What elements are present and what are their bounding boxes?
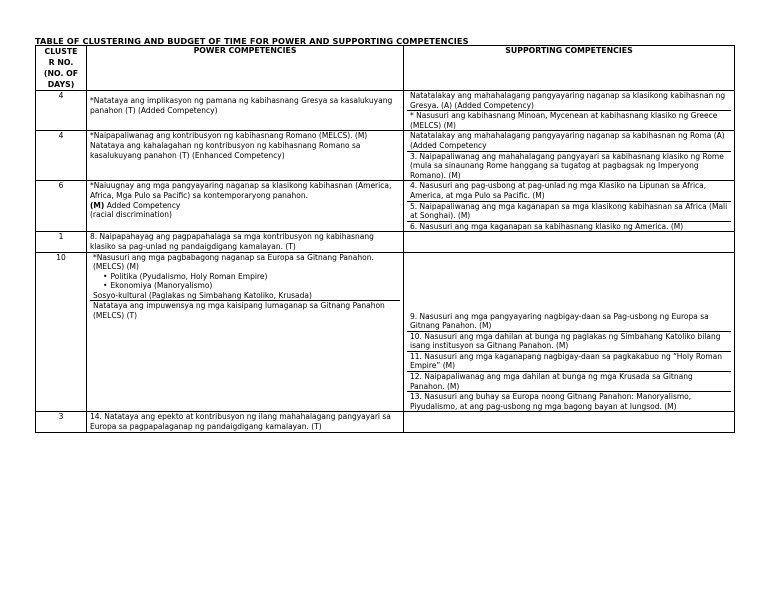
power-competency <box>87 131 404 181</box>
power-text: (racial discrimination) <box>90 210 172 220</box>
header-cluster-line: (NO. OF <box>43 69 79 78</box>
power-text: *Naipapaliwanag ang kontribusyon ng kabihasnang Romano (MELCS). (M) <box>90 131 368 141</box>
power-text: *Natataya ang implikasyon ng pamana ng kabihasnang Gresya sa kasalukuyang panahon (T) (Added Competency) <box>90 96 393 115</box>
table-row <box>36 131 735 181</box>
supporting-item: Natatalakay ang mahahalagang pangyayaring naganap sa klasikong kabihasnan ng Gresya. (A) (Added Competency) <box>410 91 726 110</box>
supporting-competency <box>404 412 735 432</box>
power-bullet-item: • Ekonomiya (Manoryalismo) <box>112 281 400 291</box>
supporting-item: 13. Nasusuri ang buhay sa Europa noong Gitnang Panahon: Manoryalismo, Piyudalismo, at ang pag-usbong ng mga bagong bayan at lungsod. (M) <box>407 391 731 411</box>
power-text: Natataya ang impuwensya ng mga kaisipang lumaganap sa Gitnang Panahon (MELCS) (T) <box>90 300 400 320</box>
power-competency <box>87 181 404 232</box>
header-cluster <box>36 46 87 91</box>
header-row <box>36 46 735 91</box>
power-text: 8. Naipapahayag ang pagpapahalaga sa mga kontribusyon ng kabihasnang klasiko sa pag-unlad ng pandaigdigang kamalayan. (T) <box>90 232 374 251</box>
power-text-bold: (M) <box>90 200 105 210</box>
power-text-line <box>90 201 400 211</box>
cluster-days: 1 <box>36 232 87 252</box>
supporting-item: 9. Nasusuri ang mga pangyayaring nagbigay-daan sa Pag-usbong ng Europa sa Gitnang Panahon. (M) <box>410 311 709 331</box>
supporting-item-empty <box>407 253 731 312</box>
supporting-item: 11. Nasusuri ang mga kaganapang nagbigay-daan sa pagkakabuo ng “Holy Roman Empire” (M) <box>407 351 731 371</box>
document-title: TABLE OF CLUSTERING AND BUDGET OF TIME FOR POWER AND SUPPORTING COMPETENCIES <box>35 36 469 46</box>
competency-table <box>35 45 735 433</box>
header-cluster-line: DAYS) <box>47 80 75 89</box>
cluster-days: 4 <box>36 131 87 181</box>
supporting-item: 10. Nasusuri ang mga dahilan at bunga ng paglakas ng Simbahang Katoliko bilang isang institusyon sa Gitnang Panahon. (M) <box>407 331 731 351</box>
supporting-item: * Nasusuri ang kabihasnang Minoan, Mycenean at kabihasnang klasiko ng Greece (MELCS) (M) <box>407 110 731 130</box>
power-text: 14. Natataya ang epekto at kontribusyon ng ilang mahahalagang pangyayari sa Europa sa pagpapalaganap ng pandaigdigang kamalayan. (T) <box>90 412 391 432</box>
supporting-competency <box>404 91 735 131</box>
table-row <box>36 232 735 252</box>
power-text: Sosyo-kultural (Paglakas ng Simbahang Katoliko, Krusada) <box>93 290 312 300</box>
power-text: *Nasusuri ang mga pagbabagong naganap sa Europa sa Gitnang Panahon. (MELCS) (M) <box>93 252 374 272</box>
cluster-days: 10 <box>36 252 87 412</box>
power-bullet-list <box>90 272 400 291</box>
power-competency <box>87 252 404 412</box>
power-text: Added Competency <box>106 200 181 210</box>
cluster-days: 6 <box>36 181 87 232</box>
table-row <box>36 252 735 412</box>
supporting-item: 12. Naipapaliwanag ang mga dahilan at bunga ng mga Krusada sa Gitnang Panahon. (M) <box>407 371 731 391</box>
power-competency <box>87 91 404 131</box>
supporting-competency <box>404 181 735 232</box>
supporting-competency <box>404 232 735 252</box>
table-row <box>36 91 735 131</box>
power-text: *Naiuugnay ang mga pangyayaring naganap sa klasikong kabihasnan (America, Africa, Mga Pulo sa Pacific) sa kontemporaryong panahon. <box>90 181 392 200</box>
supporting-item: 3. Naipapaliwanag ang mahahalagang pangyayari sa kabihasnang klasiko ng Rome (mula sa sinaunang Rome hanggang sa tugatog at pagbagsak ng Imperyong Romano). (M) <box>407 151 731 181</box>
cluster-days: 3 <box>36 412 87 432</box>
power-text: Natataya ang kahalagahan ng kontribusyon ng kabihasnang Romano sa kasalukuyang panahon (T) (Enhanced Competency) <box>90 140 361 160</box>
supporting-competency <box>404 131 735 181</box>
supporting-item: 5. Naipapaliwanag ang mga kaganapan sa mga klasikong kabihasnan sa Africa (Mali at Songhai). (M) <box>407 201 731 221</box>
supporting-item: 6. Nasusuri ang mga kaganapan sa kabihasnang klasiko ng America. (M) <box>407 221 731 232</box>
cluster-days: 4 <box>36 91 87 131</box>
supporting-item: 4. Nasusuri ang pag-usbong at pag-unlad ng mga Klasiko na Lipunan sa Africa, America, at mga Pulo sa Pacific. (M) <box>410 181 707 200</box>
header-supporting: SUPPORTING COMPETENCIES <box>404 46 735 91</box>
header-power: POWER COMPETENCIES <box>87 46 404 91</box>
table-row <box>36 412 735 432</box>
supporting-competency <box>404 252 735 412</box>
power-competency <box>87 412 404 432</box>
supporting-item: Natatalakay ang mahahalagang pangyayaring naganap sa kabihasnan ng Roma (A) (Added Competency <box>410 131 725 150</box>
header-cluster-line: CLUSTE <box>44 47 78 56</box>
power-bullet-item: • Politika (Pyudalismo, Holy Roman Empire) <box>112 272 400 282</box>
header-cluster-line: R NO. <box>48 58 74 67</box>
table-row <box>36 181 735 232</box>
power-competency <box>87 232 404 252</box>
